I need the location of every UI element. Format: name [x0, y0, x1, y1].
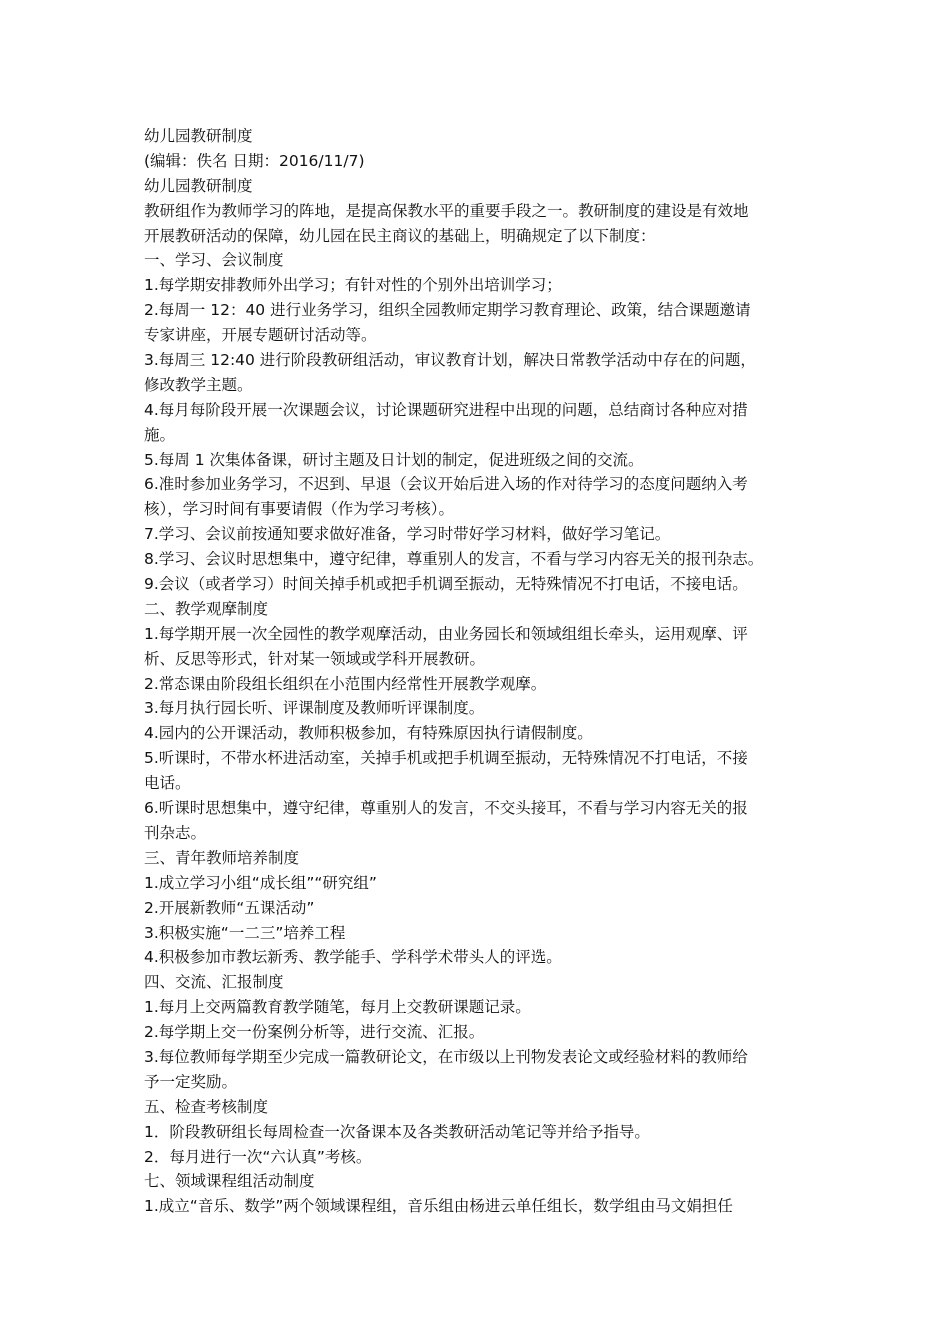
text-line: 四、交流、汇报制度 [144, 973, 284, 992]
document-meta: (编辑：佚名 日期：2016/11/7) [144, 151, 365, 170]
text-line: 一、学习、会议制度 [144, 251, 284, 270]
text-line: 刊杂志。 [144, 823, 207, 842]
text-line: 4.每月每阶段开展一次课题会议，讨论课题研究进程中出现的问题，总结商讨各种应对措 [144, 400, 748, 419]
text-line: 8.学习、会议时思想集中，遵守纪律，尊重别人的发言，不看与学习内容无关的报刊杂志。 [144, 550, 764, 569]
text-line: 施。 [144, 425, 176, 444]
text-line: 七、领域课程组活动制度 [144, 1172, 315, 1191]
text-line: 1．阶段教研组长每周检查一次备课本及各类教研活动笔记等并给予指导。 [144, 1122, 650, 1141]
text-line: 7.学习、会议前按通知要求做好准备，学习时带好学习材料，做好学习笔记。 [144, 525, 671, 544]
document-title: 幼儿园教研制度 [144, 127, 253, 145]
text-line: 6.听课时思想集中，遵守纪律，尊重别人的发言，不交头接耳，不看与学习内容无关的报 [144, 799, 748, 818]
text-line: 五、检查考核制度 [144, 1097, 269, 1116]
text-line: 3.每周三 12:40 进行阶段教研组活动，审议教育计划，解决日常教学活动中存在的问题， [144, 351, 756, 370]
text-line: 5.每周 1 次集体备课，研讨主题及日计划的制定，促进班级之间的交流。 [144, 450, 644, 469]
text-line: 教研组作为教师学习的阵地，是提高保教水平的重要手段之一。教研制度的建设是有效地 [144, 201, 749, 220]
text-line: 析、反思等形式，针对某一领域或学科开展教研。 [144, 649, 486, 668]
text-line: 2．每月进行一次“六认真”考核。 [144, 1147, 372, 1166]
text-line: 4.积极参加市教坛新秀、教学能手、学科学术带头人的评选。 [144, 948, 562, 967]
text-line: 4.园内的公开课活动，教师积极参加，有特殊原因执行请假制度。 [144, 724, 593, 743]
text-line: 开展教研活动的保障，幼儿园在民主商议的基础上，明确规定了以下制度： [144, 226, 656, 245]
text-line: 电话。 [144, 774, 191, 793]
text-line: 1.每学期安排教师外出学习；有针对性的个别外出培训学习； [144, 276, 562, 295]
text-line: 3.积极实施“一二三”培养工程 [144, 923, 346, 942]
text-line: 1.成立学习小组“成长组”“研究组” [144, 873, 377, 892]
text-line: 3.每位教师每学期至少完成一篇教研论文，在市级以上刊物发表论文或经验材料的教师给 [144, 1047, 748, 1066]
text-line: 6.准时参加业务学习，不迟到、早退（会议开始后进入场的作对待学习的态度问题纳入考 [144, 475, 748, 494]
text-line: 幼儿园教研制度 [144, 176, 253, 195]
text-line: 1.每月上交两篇教育教学随笔，每月上交教研课题记录。 [144, 998, 531, 1017]
text-line: 3.每月执行园长听、评课制度及教师听评课制度。 [144, 699, 485, 718]
text-line: 2.开展新教师“五课活动” [144, 898, 315, 917]
text-line: 三、青年教师培养制度 [144, 848, 300, 867]
text-line: 核），学习时间有事要请假（作为学习考核）。 [144, 500, 455, 519]
text-line: 2.每周一 12：40 进行业务学习，组织全园教师定期学习教育理论、政策，结合课题邀请 [144, 301, 751, 320]
text-line: 2.每学期上交一份案例分析等，进行交流、汇报。 [144, 1023, 485, 1042]
text-line: 5.听课时，不带水杯进活动室，关掉手机或把手机调至振动，无特殊情况不打电话，不接 [144, 749, 748, 768]
text-line: 9.会议（或者学习）时间关掉手机或把手机调至振动，无特殊情况不打电话，不接电话。 [144, 575, 748, 594]
text-line: 修改教学主题。 [144, 375, 253, 394]
text-line: 2.常态课由阶段组长组织在小范围内经常性开展教学观摩。 [144, 674, 547, 693]
text-line: 二、教学观摩制度 [144, 599, 269, 618]
text-line: 1.每学期开展一次全园性的教学观摩活动，由业务园长和领域组组长牵头，运用观摩、评 [144, 624, 748, 643]
text-line: 专家讲座，开展专题研讨活动等。 [144, 326, 377, 345]
text-line: 1.成立“音乐、数学”两个领域课程组，音乐组由杨进云单任组长，数学组由马文娟担任 [144, 1197, 733, 1216]
text-line: 予一定奖励。 [144, 1072, 238, 1091]
document-body [144, 124, 820, 1219]
